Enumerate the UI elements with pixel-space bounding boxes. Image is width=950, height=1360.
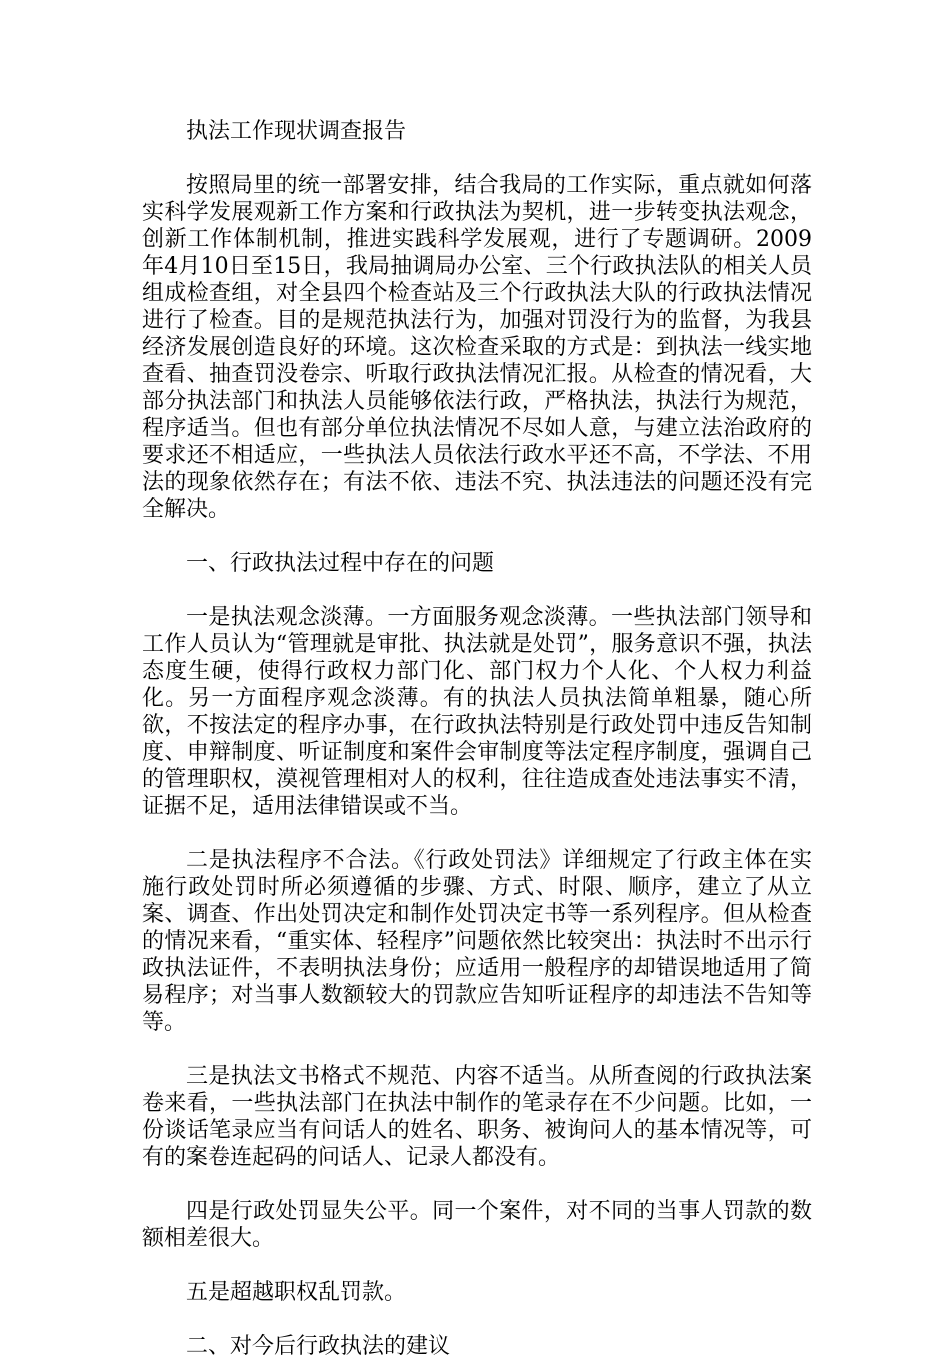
document-title: 执法工作现状调查报告 (186, 119, 407, 144)
section-heading-suggestions: 二、对今后行政执法的建议 (186, 1334, 451, 1359)
paragraph-problem-3: 三是执法文书格式不规范、内容不适当。从所查阅的行政执法案卷来看，一些执法部门在执法中制作的笔录存在不少问题。比如，一份谈话笔录应当有问话人的姓名、职务、被询问人的基本情况等，可有的案卷连起码的问话人、记录人都没有。 (142, 1064, 812, 1170)
paragraph-intro: 按照局里的统一部署安排，结合我局的工作实际，重点就如何落实科学发展观新工作方案和行政执法为契机，进一步转变执法观念，创新工作体制机制，推进实践科学发展观，进行了专题调研。2009年4月10日至15日，我局抽调局办公室、三个行政执法队的相关人员组成检查组，对全县四个检查站及三个行政执法大队的行政执法情况进行了检查。目的是规范执法行为，加强对罚没行为的监督，为我县经济发展创造良好的环境。这次检查采取的方式是：到执法一线实地查看、抽查罚没卷宗、听取行政执法情况汇报。从检查的情况看，大部分执法部门和执法人员能够依法行政，严格执法，执法行为规范，程序适当。但也有部分单位执法情况不尽如人意，与建立法治政府的要求还不相适应，一些执法人员依法行政水平还不高，不学法、不用法的现象依然存在；有法不依、违法不究、执法违法的问题还没有完全解决。 (142, 173, 812, 522)
document-body (142, 118, 812, 1360)
paragraph-problem-1: 一是执法观念淡薄。一方面服务观念淡薄。一些执法部门领导和工作人员认为“管理就是审批、执法就是处罚”，服务意识不强，执法态度生硬，使得行政权力部门化、部门权力个人化、个人权力利益化。另一方面程序观念淡薄。有的执法人员执法简单粗暴，随心所欲，不按法定的程序办事，在行政执法特别是行政处罚中违反告知制度、申辩制度、听证制度和案件会审制度等法定程序制度，强调自己的管理职权，漠视管理相对人的权利，往往造成查处违法事实不清，证据不足，适用法律错误或不当。 (142, 605, 812, 819)
paragraph-problem-5: 五是超越职权乱罚款。 (186, 1280, 407, 1305)
section-heading-problems: 一、行政执法过程中存在的问题 (186, 551, 495, 576)
paragraph-problem-2: 二是执法程序不合法。《行政处罚法》详细规定了行政主体在实施行政处罚时所必须遵循的步骤、方式、时限、顺序，建立了从立案、调查、作出处罚决定和制作处罚决定书等一系列程序。但从检查的情况来看，“重实体、轻程序”问题依然比较突出：执法时不出示行政执法证件，不表明执法身份；应适用一般程序的却错误地适用了简易程序；对当事人数额较大的罚款应告知听证程序的却违法不告知等等。 (142, 848, 812, 1035)
paragraph-problem-4: 四是行政处罚显失公平。同一个案件，对不同的当事人罚款的数额相差很大。 (142, 1199, 812, 1251)
